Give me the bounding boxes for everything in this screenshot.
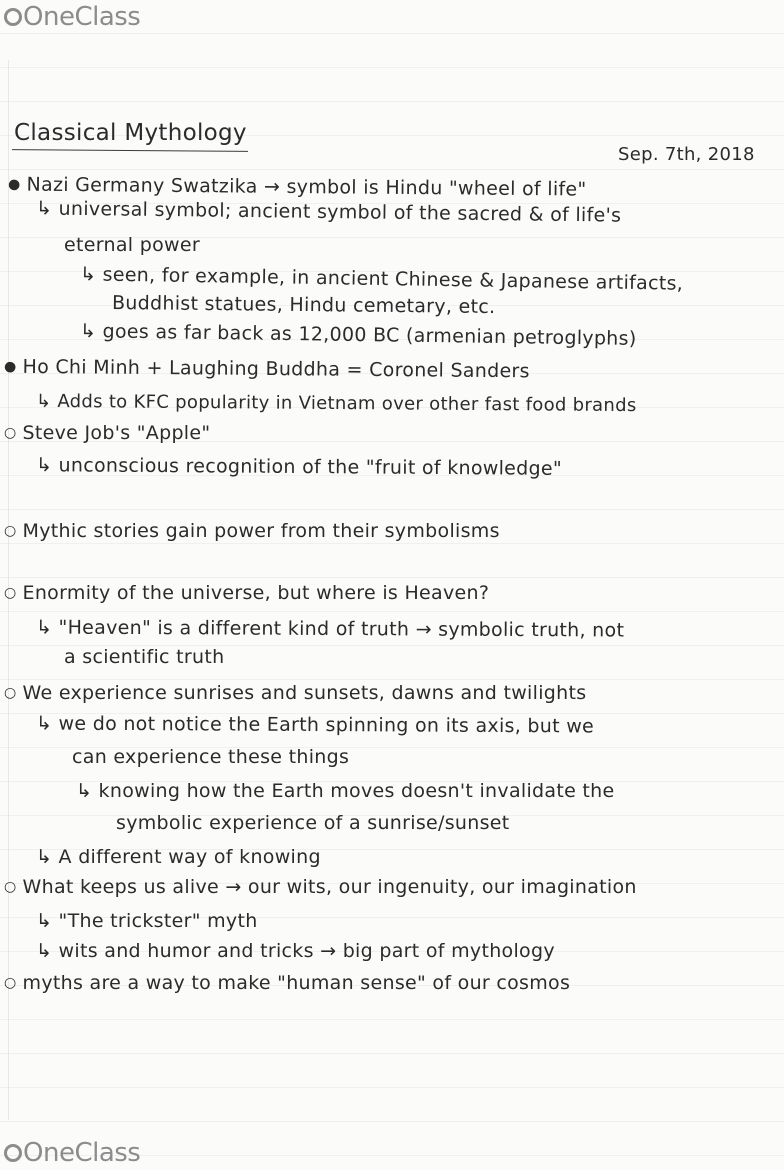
note-line: ○ Mythic stories gain power from their symbolisms <box>4 520 500 542</box>
note-line: a scientific truth <box>64 646 225 668</box>
note-line: ↳ unconscious recognition of the "fruit of knowledge" <box>35 454 563 480</box>
note-line: ↳ knowing how the Earth moves doesn't invalidate the <box>76 780 615 802</box>
oneclass-logo-top <box>4 2 140 32</box>
note-line: ○ What keeps us alive → our wits, our ingenuity, our imagination <box>4 876 637 898</box>
note-line: ○ Enormity of the universe, but where is Heaven? <box>4 582 490 604</box>
note-line: ↳ goes as far back as 12,000 BC (armenian petroglyphs) <box>79 320 637 350</box>
title-underline <box>12 149 248 152</box>
note-line: Buddhist statues, Hindu cemetary, etc. <box>111 291 496 319</box>
note-line: ↳ universal symbol; ancient symbol of the sacred & of life's <box>35 197 622 227</box>
note-line: symbolic experience of a sunrise/sunset <box>116 812 510 834</box>
note-line: ↳ "The trickster" myth <box>36 910 258 932</box>
oneclass-logo-ring-icon <box>4 8 22 26</box>
note-line: ↳ seen, for example, in ancient Chinese & Japanese artifacts, <box>79 263 684 295</box>
note-line: ↳ "Heaven" is a different kind of truth → symbolic truth, not <box>35 616 625 642</box>
note-line: ○ We experience sunrises and sunsets, dawns and twilights <box>4 682 587 704</box>
notes-date: Sep. 7th, 2018 <box>618 144 755 165</box>
note-line: ↳ wits and humor and tricks → big part of mythology <box>36 940 555 962</box>
oneclass-logo-ring-icon <box>4 1144 22 1162</box>
note-line: ● Ho Chi Minh + Laughing Buddha = Coronel Sanders <box>3 355 530 383</box>
note-line: ○ myths are a way to make "human sense" of our cosmos <box>4 972 571 994</box>
note-line: ● Nazi Germany Swatzika → symbol is Hindu "wheel of life" <box>7 173 587 201</box>
note-line: can experience these things <box>72 746 350 768</box>
note-line: eternal power <box>64 234 200 256</box>
note-line: ○ Steve Job's "Apple" <box>4 422 211 444</box>
oneclass-logo-bottom <box>4 1138 140 1168</box>
note-line: ↳ Adds to KFC popularity in Vietnam over other fast food brands <box>35 390 637 417</box>
note-line: ↳ A different way of knowing <box>36 846 321 868</box>
brand-name-top: OneClass <box>23 2 141 32</box>
notes-title: Classical Mythology <box>14 120 247 146</box>
brand-name-bottom: OneClass <box>23 1138 141 1168</box>
note-line: ↳ we do not notice the Earth spinning on its axis, but we <box>35 712 595 738</box>
